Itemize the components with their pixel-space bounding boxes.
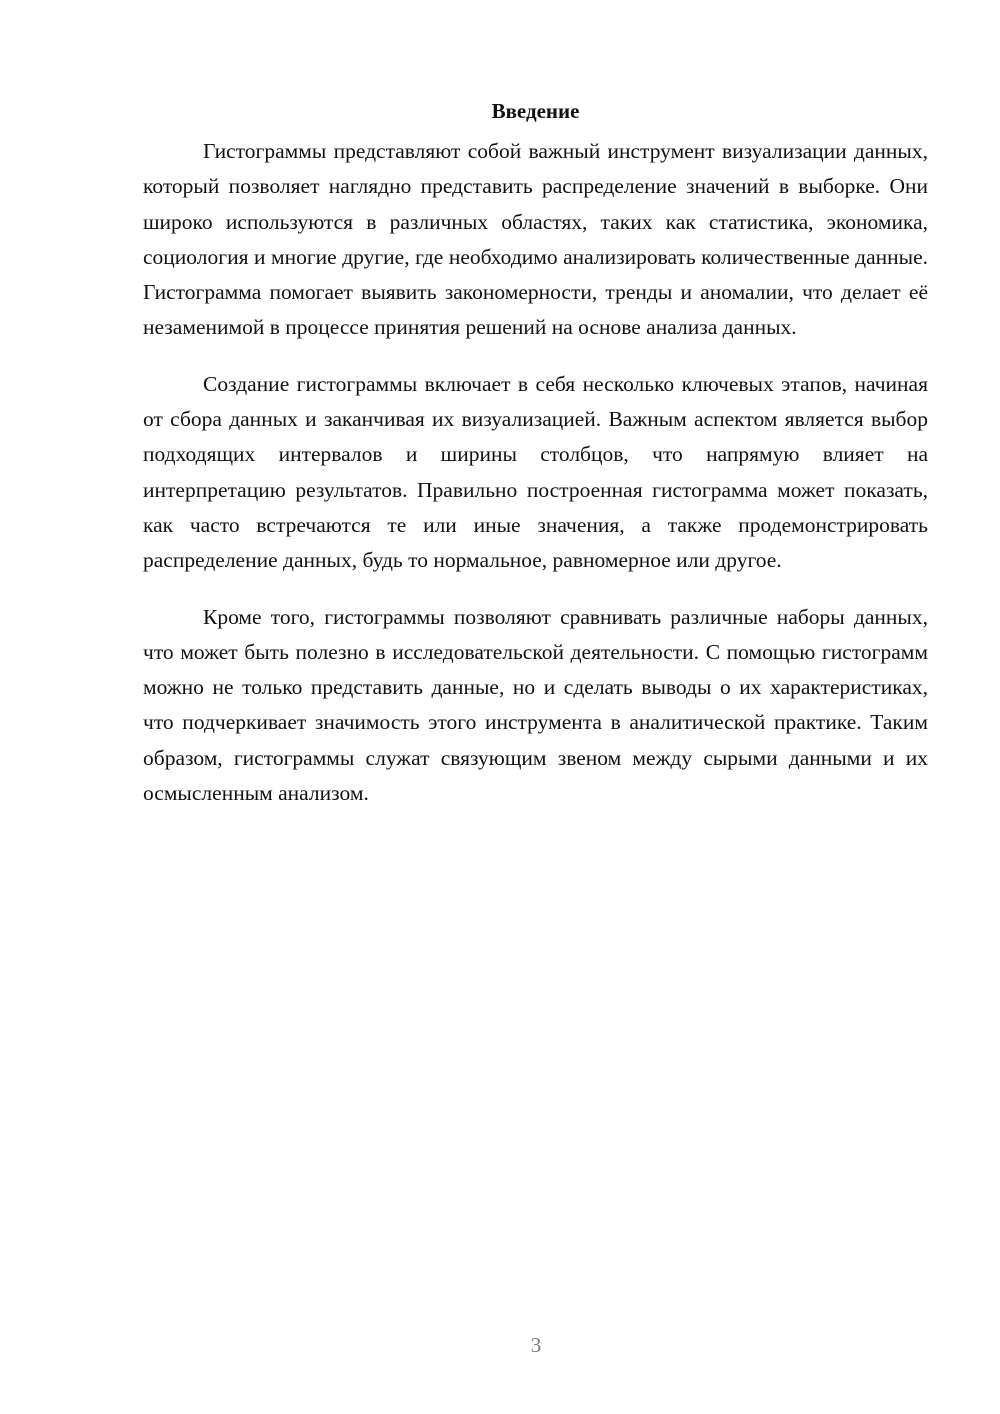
page-content: [143, 96, 928, 832]
page-number: 3: [530, 1333, 542, 1357]
section-title: Введение: [491, 99, 580, 123]
paragraph-3: Кроме того, гистограммы позволяют сравнивать различные наборы данных, что может быть полезно в исследовательской деятельности. С помощью гистограмм можно не только представить данные, но и сделать выводы о их характеристиках, что подчеркивает значимость этого инструмента в аналитической практике. Таким образом, гистограммы служат связующим звеном между сырыми данными и их осмысленным анализом.: [143, 604, 928, 806]
paragraph-2: Создание гистограммы включает в себя несколько ключевых этапов, начиная от сбора данных и заканчивая их визуализацией. Важным аспектом является выбор подходящих интервалов и ширины столбцов, что напрямую влияет на интерпретацию результатов. Правильно построенная гистограмма может показать, как часто встречаются те или иные значения, а также продемонстрировать распределение данных, будь то нормальное, равномерное или другое.: [143, 371, 928, 573]
paragraph-1: Гистограммы представляют собой важный инструмент визуализации данных, который позволяет наглядно представить распределение значений в выборке. Они широко используются в различных областях, таких как статистика, экономика, социология и многие другие, где необходимо анализировать количественные данные. Гистограмма помогает выявить закономерности, тренды и аномалии, что делает её незаменимой в процессе принятия решений на основе анализа данных.: [143, 139, 928, 340]
